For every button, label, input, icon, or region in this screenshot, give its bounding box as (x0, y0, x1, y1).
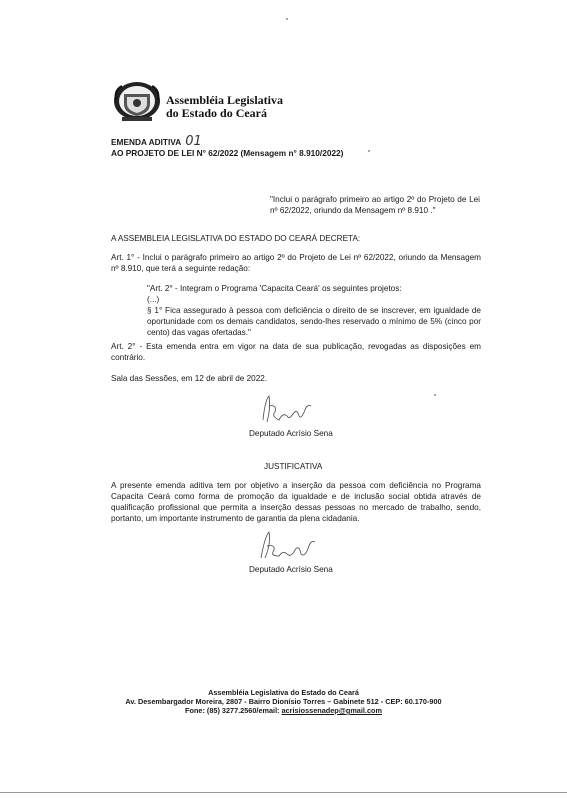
justificativa-title: JUSTIFICATIVA (264, 462, 323, 471)
ementa: "Inclui o parágrafo primeiro ao artigo 2º do Projeto de Lei nº 62/2022, oriundo da Mensagem nº 8.910 ." (270, 195, 480, 215)
article-2: Art. 2° - Esta emenda entra em vigor na data de sua publicação, revogadas as disposições em contrário. (111, 342, 481, 362)
institution-name (166, 94, 283, 120)
sala-das-sessoes: Sala das Sessões, em 12 de abril de 2022. (111, 374, 268, 383)
footer-line-3 (0, 706, 567, 715)
emenda-number: 01 (185, 134, 202, 149)
signature-name-1: Deputado Acrísio Sena (249, 429, 333, 438)
article-1: Art. 1° - Inclui o parágrafo primeiro ao artigo 2º do Projeto de Lei nº 62/2022, oriundo da Mensagem nº 8.910, que terá a seguinte redação: (111, 253, 481, 273)
scan-edge-line (0, 792, 567, 793)
footer-phone: Fone: (85) 3277.2560/email: (185, 706, 282, 715)
scan-speck (286, 18, 288, 20)
quote-line-1: "Art. 2° - Integram o Programa 'Capacita Ceará' os seguintes projetos: (147, 284, 402, 293)
footer-line-2: Av. Desembargador Moreira, 2807 - Bairro Dionísio Torres – Gabinete 512 - CEP: 60.170-900 (125, 697, 442, 706)
institution-line-1: Assembléia Legislativa (166, 93, 283, 107)
justificativa-text: A presente emenda aditiva tem por objetivo a inserção da pessoa com deficiência no Programa Capacita Ceará como forma de promoção da igualdade e de inclusão social obtida através de qualificação profissional que permita a inserção dessas pessoas no mercado de trabalho, sendo, portanto, um importante instrumento de garantia da plena cidadania. (111, 481, 481, 523)
emenda-title (111, 136, 343, 148)
footer-line-1: Assembléia Legislativa do Estado do Ceará (208, 688, 359, 697)
projeto-line: AO PROJETO DE LEI N° 62/2022 (Mensagem n° 8.910/2022) (111, 148, 344, 158)
quote-paragraph: § 1° Fica assegurado à pessoa com deficiência o direito de se inscrever, em igualdade de oportunidade com os demais candidatos, sendo-lhes reservado o mínimo de 5% (cinco por cento) das vagas ofertadas." (147, 306, 481, 337)
signature-name-2: Deputado Acrísio Sena (249, 565, 333, 574)
decreta-line: A ASSEMBLEIA LEGISLATIVA DO ESTADO DO CEARÁ DECRETA: (111, 234, 361, 243)
coat-of-arms-icon (112, 80, 162, 122)
institution-line-2: do Estado do Ceará (166, 106, 268, 120)
scan-speck (368, 150, 370, 152)
footer-email-link[interactable]: acrisiossenadep@gmail.com (281, 706, 382, 715)
scan-speck (434, 394, 436, 396)
quote-line-2: (...) (147, 295, 160, 304)
emenda-label: EMENDA ADITIVA (111, 137, 181, 147)
quoted-article-2 (147, 283, 481, 338)
document-heading (111, 136, 343, 159)
footer (0, 688, 567, 715)
